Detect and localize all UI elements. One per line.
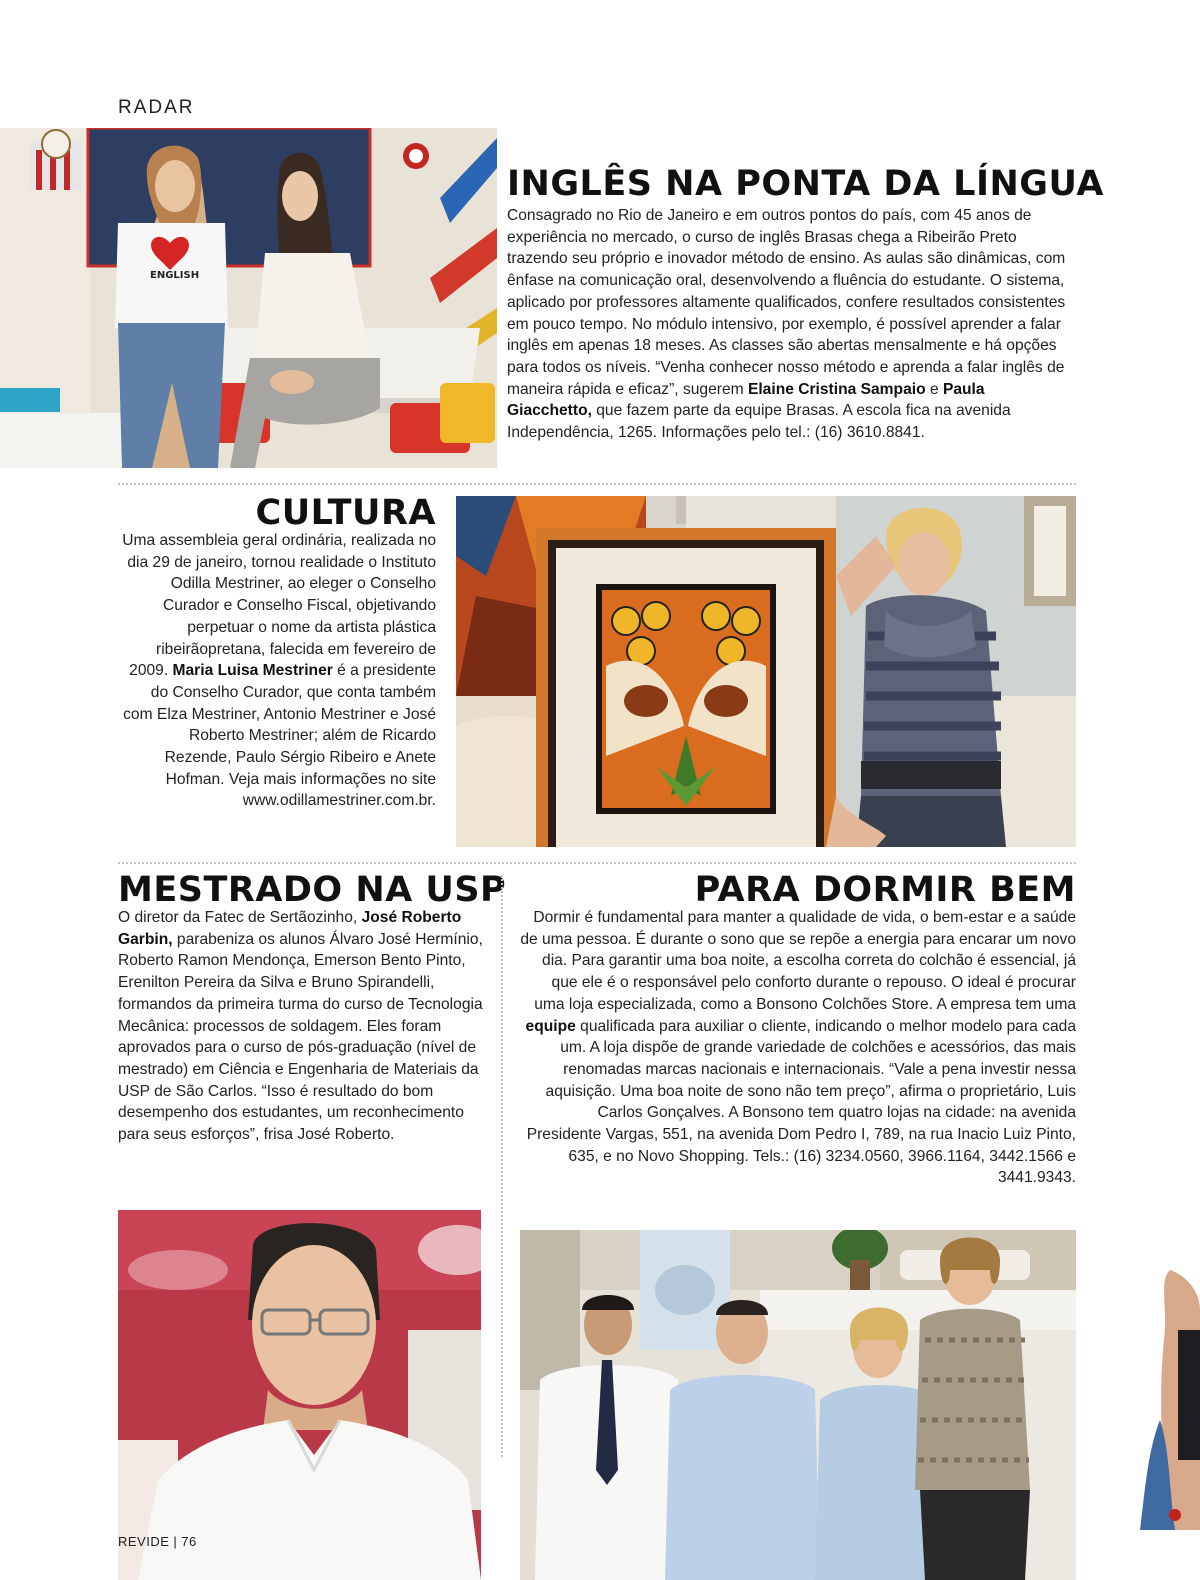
painting-photo: [456, 496, 1076, 847]
headline-dormir: PARA DORMIR BEM: [694, 870, 1076, 910]
footer-separator: |: [173, 1534, 178, 1549]
page-number: 76: [181, 1534, 197, 1549]
magazine-name: REVIDE: [118, 1534, 170, 1549]
store-team-photo: [520, 1230, 1076, 1580]
word-equipe: equipe: [525, 1017, 576, 1035]
article-ingles-text-1: Consagrado no Rio de Janeiro e em outros pontos do país, com 45 anos de experiência no mercado, o curso de inglês Brasas chega a Ribeirão Preto trazendo seu próprio e inovador método de ensino. As aulas são dinâmicas, com ênfase na comunicação oral, desenvolvendo a fluência do estudante. O sistema, aplicado por professores altamente qualificados, confere resultados consistentes em pouco tempo. No módulo intensivo, por exemplo, é possível aprender a falar inglês em apenas 18 meses. As classes são abertas mensalmente e há opções para todos os níveis. “Venha conhecer nosso método e aprenda a falar inglês de maneira rápida e eficaz”, sugerem: [507, 207, 1066, 398]
article-ingles-text-3: que fazem parte da equipe Brasas. A escola fica na avenida Independência, 1265. Informações pelo tel.: (16) 3610.8841.: [507, 402, 1011, 442]
article-mestrado-body: [118, 907, 486, 1146]
article-dormir-body: [520, 907, 1076, 1189]
headline-cultura: CULTURA: [255, 493, 436, 533]
name-jose-roberto-garbin: José Roberto Garbin,: [118, 909, 462, 948]
page-footer: [118, 1534, 197, 1549]
edge-photo-fragment: [1140, 1270, 1200, 1530]
name-paula: Paula Giacchetto,: [507, 380, 985, 420]
article-dormir-text-2: qualificada para auxiliar o cliente, indicando o melhor modelo para cada um. A loja dispõe de grande variedade de colchões e acessórios, das mais renomadas marcas nacionais e internacionais. “Vale a pena investir nessa aquisição. Uma boa noite de sono não tem preço”, afirma o proprietário, Luis Carlos Gonçalves. A Bonsono tem quatro lojas na cidade: na avenida Presidente Vargas, 551, na avenida Dom Pedro I, 789, na rua Inacio Luiz Pinto, 635, e no Novo Shopping. Tels.: (16) 3234.0560, 3966.1164, 3442.1566 e 3441.9343.: [526, 1017, 1076, 1187]
column-divider: [501, 875, 503, 1457]
article-cultura-text-2: é a presidente do Conselho Curador, que conta também com Elza Mestriner, Antonio Mestriner e José Roberto Mestriner; além de Ricardo Rezende, Paulo Sérgio Ribeiro e Anete Hofman. Veja mais informações no site www.odillamestriner.com.br.: [123, 662, 436, 810]
name-elaine: Elaine Cristina Sampaio: [747, 380, 926, 398]
tshirt-print: ENGLISH: [150, 270, 200, 281]
divider-middle: [118, 862, 1076, 864]
article-cultura-text-1: Uma assembleia geral ordinária, realizada no dia 29 de janeiro, tornou realidade o Instituto Odilla Mestriner, ao eleger o Conselho Curador e Conselho Fiscal, objetivando perpetuar o nome da artista plástica ribeirãopretana, falecida em fevereiro de 2009.: [122, 532, 436, 680]
name-maria-luisa: Maria Luisa Mestriner: [172, 662, 333, 680]
article-cultura-body: [118, 530, 436, 812]
director-photo: [118, 1210, 481, 1580]
article-mestrado-text-2: parabeniza os alunos Álvaro José Hermínio, Roberto Ramon Mendonça, Emerson Bento Pinto, Erenilton Pereira da Silva e Bruno Spirandelli, formandos da primeira turma do curso de Tecnologia Mecânica: processos de soldagem. Eles foram aprovados para o curso de pós-graduação (nível de mestrado) em Ciência e Engenharia de Materiais da USP de São Carlos. “Isso é resultado do bom desempenho dos estudantes, um reconhecimento para seus esforços”, frisa José Roberto.: [118, 930, 483, 1144]
headline-mestrado: MESTRADO NA USP: [118, 870, 507, 910]
article-mestrado-text-1: O diretor da Fatec de Sertãozinho,: [118, 909, 362, 926]
article-ingles-body: [507, 205, 1067, 444]
divider-top: [118, 483, 1076, 485]
article-dormir-text-1: Dormir é fundamental para manter a qualidade de vida, o bem-estar e a saúde de uma pessoa. É durante o sono que se repõe a energia para encarar um novo dia. Para garantir uma boa noite, a escolha correta do colchão é essencial, já que ele é o responsável pelo conforto durante o repouso. O ideal é procurar uma loja especializada, como a Bonsono Colchões Store. A empresa tem uma: [520, 909, 1076, 1013]
headline-ingles: INGLÊS NA PONTA DA LÍNGUA: [507, 164, 1104, 204]
article-ingles-text-2: e: [925, 380, 943, 398]
english-school-photo: [0, 128, 497, 468]
section-label: RADAR: [118, 97, 195, 118]
